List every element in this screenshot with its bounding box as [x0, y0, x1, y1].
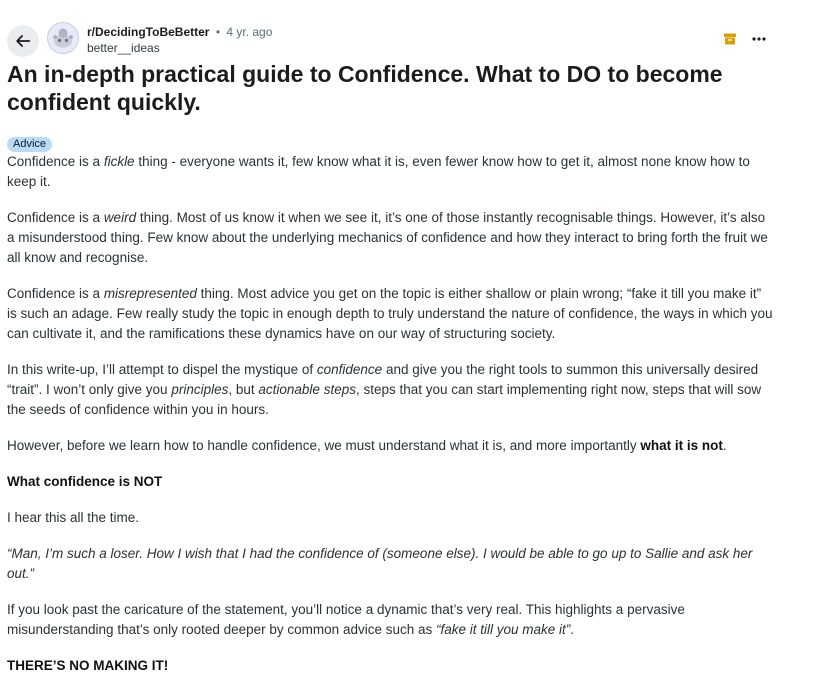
post-header [7, 22, 807, 56]
paragraph-4: In this write-up, I’ll attempt to dispel the mystique of confidence and give you the right tools to summon this universally desired “trait”. I won’t only give you principles, but actionable steps, steps that you can start implementing right now, steps that will sow the seeds of confidence within you in hours. [7, 362, 762, 417]
section-heading-no-making-it: THERE’S NO MAKING IT! [7, 658, 169, 673]
post-actions [723, 31, 767, 47]
quote-paragraph: “Man, I’m such a loser. How I wish that I had the confidence of (someone else). I would be able to go up to Sallie and ask her out.” [7, 546, 753, 581]
more-options-icon [751, 31, 767, 47]
meta-line [87, 24, 272, 40]
paragraph-3: Confidence is a misrepresented thing. Most advice you get on the topic is either shallow or plain wrong; “fake it till you make it” is such an adage. Few really study the topic in enough depth to truly understand the nature of confidence, the ways in which you can cultivate it, and the ramifications these dynamics have on our way of structuring society. [7, 286, 773, 341]
post-body [7, 152, 773, 685]
paragraph-5: However, before we learn how to handle confidence, we must understand what it is, and more importantly what it is not. [7, 438, 727, 453]
subreddit-avatar[interactable] [47, 22, 79, 54]
subreddit-avatar-icon [50, 25, 76, 51]
post-age: 4 yr. ago [226, 25, 273, 39]
post-meta [87, 24, 272, 56]
paragraph-2: Confidence is a weird thing. Most of us know it when we see it, it’s one of those instantly recognisable things. However, it’s also a misunderstood thing. Few know about the underlying mechanics of confidence and how they interact to bring forth the fruit we all know and recognise. [7, 210, 768, 265]
back-arrow-icon [14, 32, 32, 50]
post-flair[interactable]: Advice [7, 137, 52, 152]
more-options-button[interactable] [751, 31, 767, 47]
separator-dot: • [215, 25, 221, 39]
post-title: An in-depth practical guide to Confidence. What to DO to become confident quickly. [7, 61, 723, 115]
archive-icon [723, 32, 737, 46]
archive-button[interactable] [723, 32, 737, 46]
back-button[interactable] [7, 25, 39, 57]
subreddit-link[interactable]: r/DecidingToBeBetter [87, 25, 210, 39]
paragraph-1: Confidence is a fickle thing - everyone wants it, few know what it is, even fewer know how to get it, almost none know how to keep it. [7, 154, 750, 189]
section-heading-not: What confidence is NOT [7, 474, 163, 489]
paragraph-8: If you look past the caricature of the statement, you’ll notice a dynamic that’s very real. This highlights a pervasive misunderstanding that’s only rooted deeper by common advice such as “fake it till you make it”. [7, 602, 685, 637]
author-link[interactable]: better__ideas [87, 41, 160, 55]
paragraph-6: I hear this all the time. [7, 510, 140, 525]
